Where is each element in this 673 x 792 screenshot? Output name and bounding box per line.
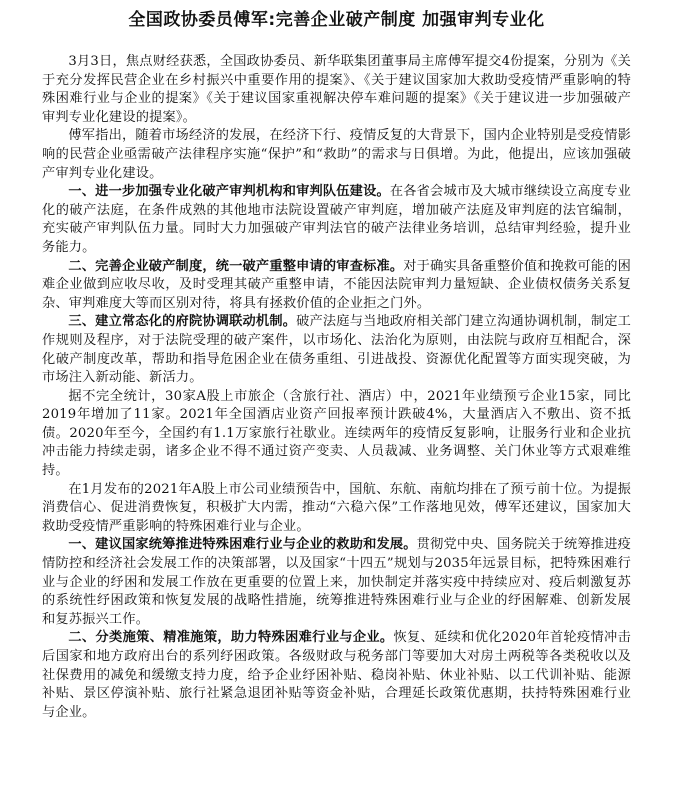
paragraph-lead: 二、分类施策、精准施策，助力特殊困难行业与企业。 bbox=[68, 630, 394, 646]
article-paragraph bbox=[42, 536, 631, 629]
article-paragraph bbox=[42, 481, 631, 537]
paragraph-text: 在1月发布的2021年A股上市公司业绩预告中，国航、东航、南航均排在了预亏前十位。为提振消费信心、促进消费恢复，积极扩大内需，推动“六稳六保”工作落地见效，傅军还建议，国家加大救助受疫情严重影响的特殊困难行业与企业。 bbox=[42, 481, 631, 534]
paragraph-text: 傅军指出，随着市场经济的发展，在经济下行、疫情反复的大背景下，国内企业特别是受疫情影响的民营企业亟需破产法律程序实施“保护”和“救助”的需求与日俱增。为此，他提出，应该加强破产审判专业化建设。 bbox=[42, 128, 631, 181]
paragraph-lead: 三、建立常态化的府院协调联动机制。 bbox=[68, 314, 297, 330]
paragraph-text: 破产法庭与当地政府相关部门建立沟通协调机制，制定工作规则及程序，对于法院受理的破产案件，以市场化、法治化为原则，由法院与政府互相配合，深化破产制度改革，帮助和指导危困企业在债务重组、引进战投、资源优化配置等方面实现突破，为市场注入新动能、新活力。 bbox=[42, 314, 632, 386]
article-paragraph bbox=[42, 629, 631, 722]
article-paragraph bbox=[42, 53, 631, 127]
paragraph-text: 对于确实具备重整价值和挽救可能的困难企业做到应收尽收，及时受理其破产重整申请，不能因法院审判力量短缺、企业债权债务关系复杂、审判难度大等而区别对待，将具有拯救价值的企业拒之门外。 bbox=[42, 258, 631, 311]
paragraph-text: 恢复、延续和优化2020年首轮疫情冲击后国家和地方政府出台的系列纾困政策。各级财政与税务部门等要加大对房土两税等各类税收以及社保费用的减免和缓缴支持力度，给予企业纾困补贴、稳岗补贴、休业补贴、以工代训补贴、能源补贴、景区停演补贴、旅行社紧急退团补贴等资金补贴，合理延长政策优惠期，扶持特殊困难行业与企业。 bbox=[42, 630, 631, 720]
paragraph-text: 在各省会城市及大城市继续设立高度专业化的破产法庭，在条件成熟的其他地市法院设置破产审判庭，增加破产法庭及审判庭的法官编制，充实破产审判队伍力量。同时大力加强破产审判法官的破产法律业务培训，总结审判经验，提升业务能力。 bbox=[42, 184, 631, 255]
article-title: 全国政协委员傅军:完善企业破产制度 加强审判专业化 bbox=[128, 10, 545, 30]
paragraph-text: 据不完全统计，30家A股上市旅企（含旅行社、酒店）中，2021年业绩预亏企业15家，同比2019年增加了11家。2021年全国酒店业资产回报率预计跌破4%，大量酒店入不敷出、资不抵债。2020年至今，全国约有1.1万家旅行社歇业。连续两年的疫情反复影响，让服务行业和企业抗冲击能力持续走弱，诸多企业不得不通过资产变卖、人员裁减、业务调整、关门休业等方式艰难维持。 bbox=[42, 388, 631, 479]
article-paragraph bbox=[42, 388, 631, 481]
paragraph-text: 3月3日，焦点财经获悉，全国政协委员、新华联集团董事局主席傅军提交4份提案，分别为《关于充分发挥民营企业在乡村振兴中重要作用的提案》、《关于建议国家加大救助受疫情严重影响的特殊困难行业与企业的提案》《关于建议国家重视解决停车难问题的提案》《关于建议进一步加强破产审判专业化建设的提案》。 bbox=[42, 54, 631, 125]
paragraph-lead: 二、完善企业破产制度，统一破产重整申请的审查标准。 bbox=[68, 258, 404, 274]
paragraph-lead: 一、建议国家统筹推进特殊困难行业与企业的救助和发展。 bbox=[68, 537, 417, 553]
article-body bbox=[42, 53, 631, 722]
paragraph-lead: 一、进一步加强专业化破产审判机构和审判队伍建设。 bbox=[68, 184, 390, 200]
paragraph-text: 贯彻党中央、国务院关于统筹推进疫情防控和经济社会发展工作的决策部署，以及国家“十四五”规划与2035年远景目标，把特殊困难行业与企业的纾困和发展工作放在更重要的位置上来，加快制定并落实疫中持续应对、疫后刺激复苏的系统性纾困政策和恢复发展的战略性措施，统筹推进特殊困难行业与企业的纾困解难、创新发展和复苏振兴工作。 bbox=[42, 537, 631, 627]
article-paragraph bbox=[42, 183, 631, 257]
article-paragraph bbox=[42, 127, 631, 183]
article-paragraph bbox=[42, 313, 631, 387]
article-paragraph bbox=[42, 258, 631, 314]
